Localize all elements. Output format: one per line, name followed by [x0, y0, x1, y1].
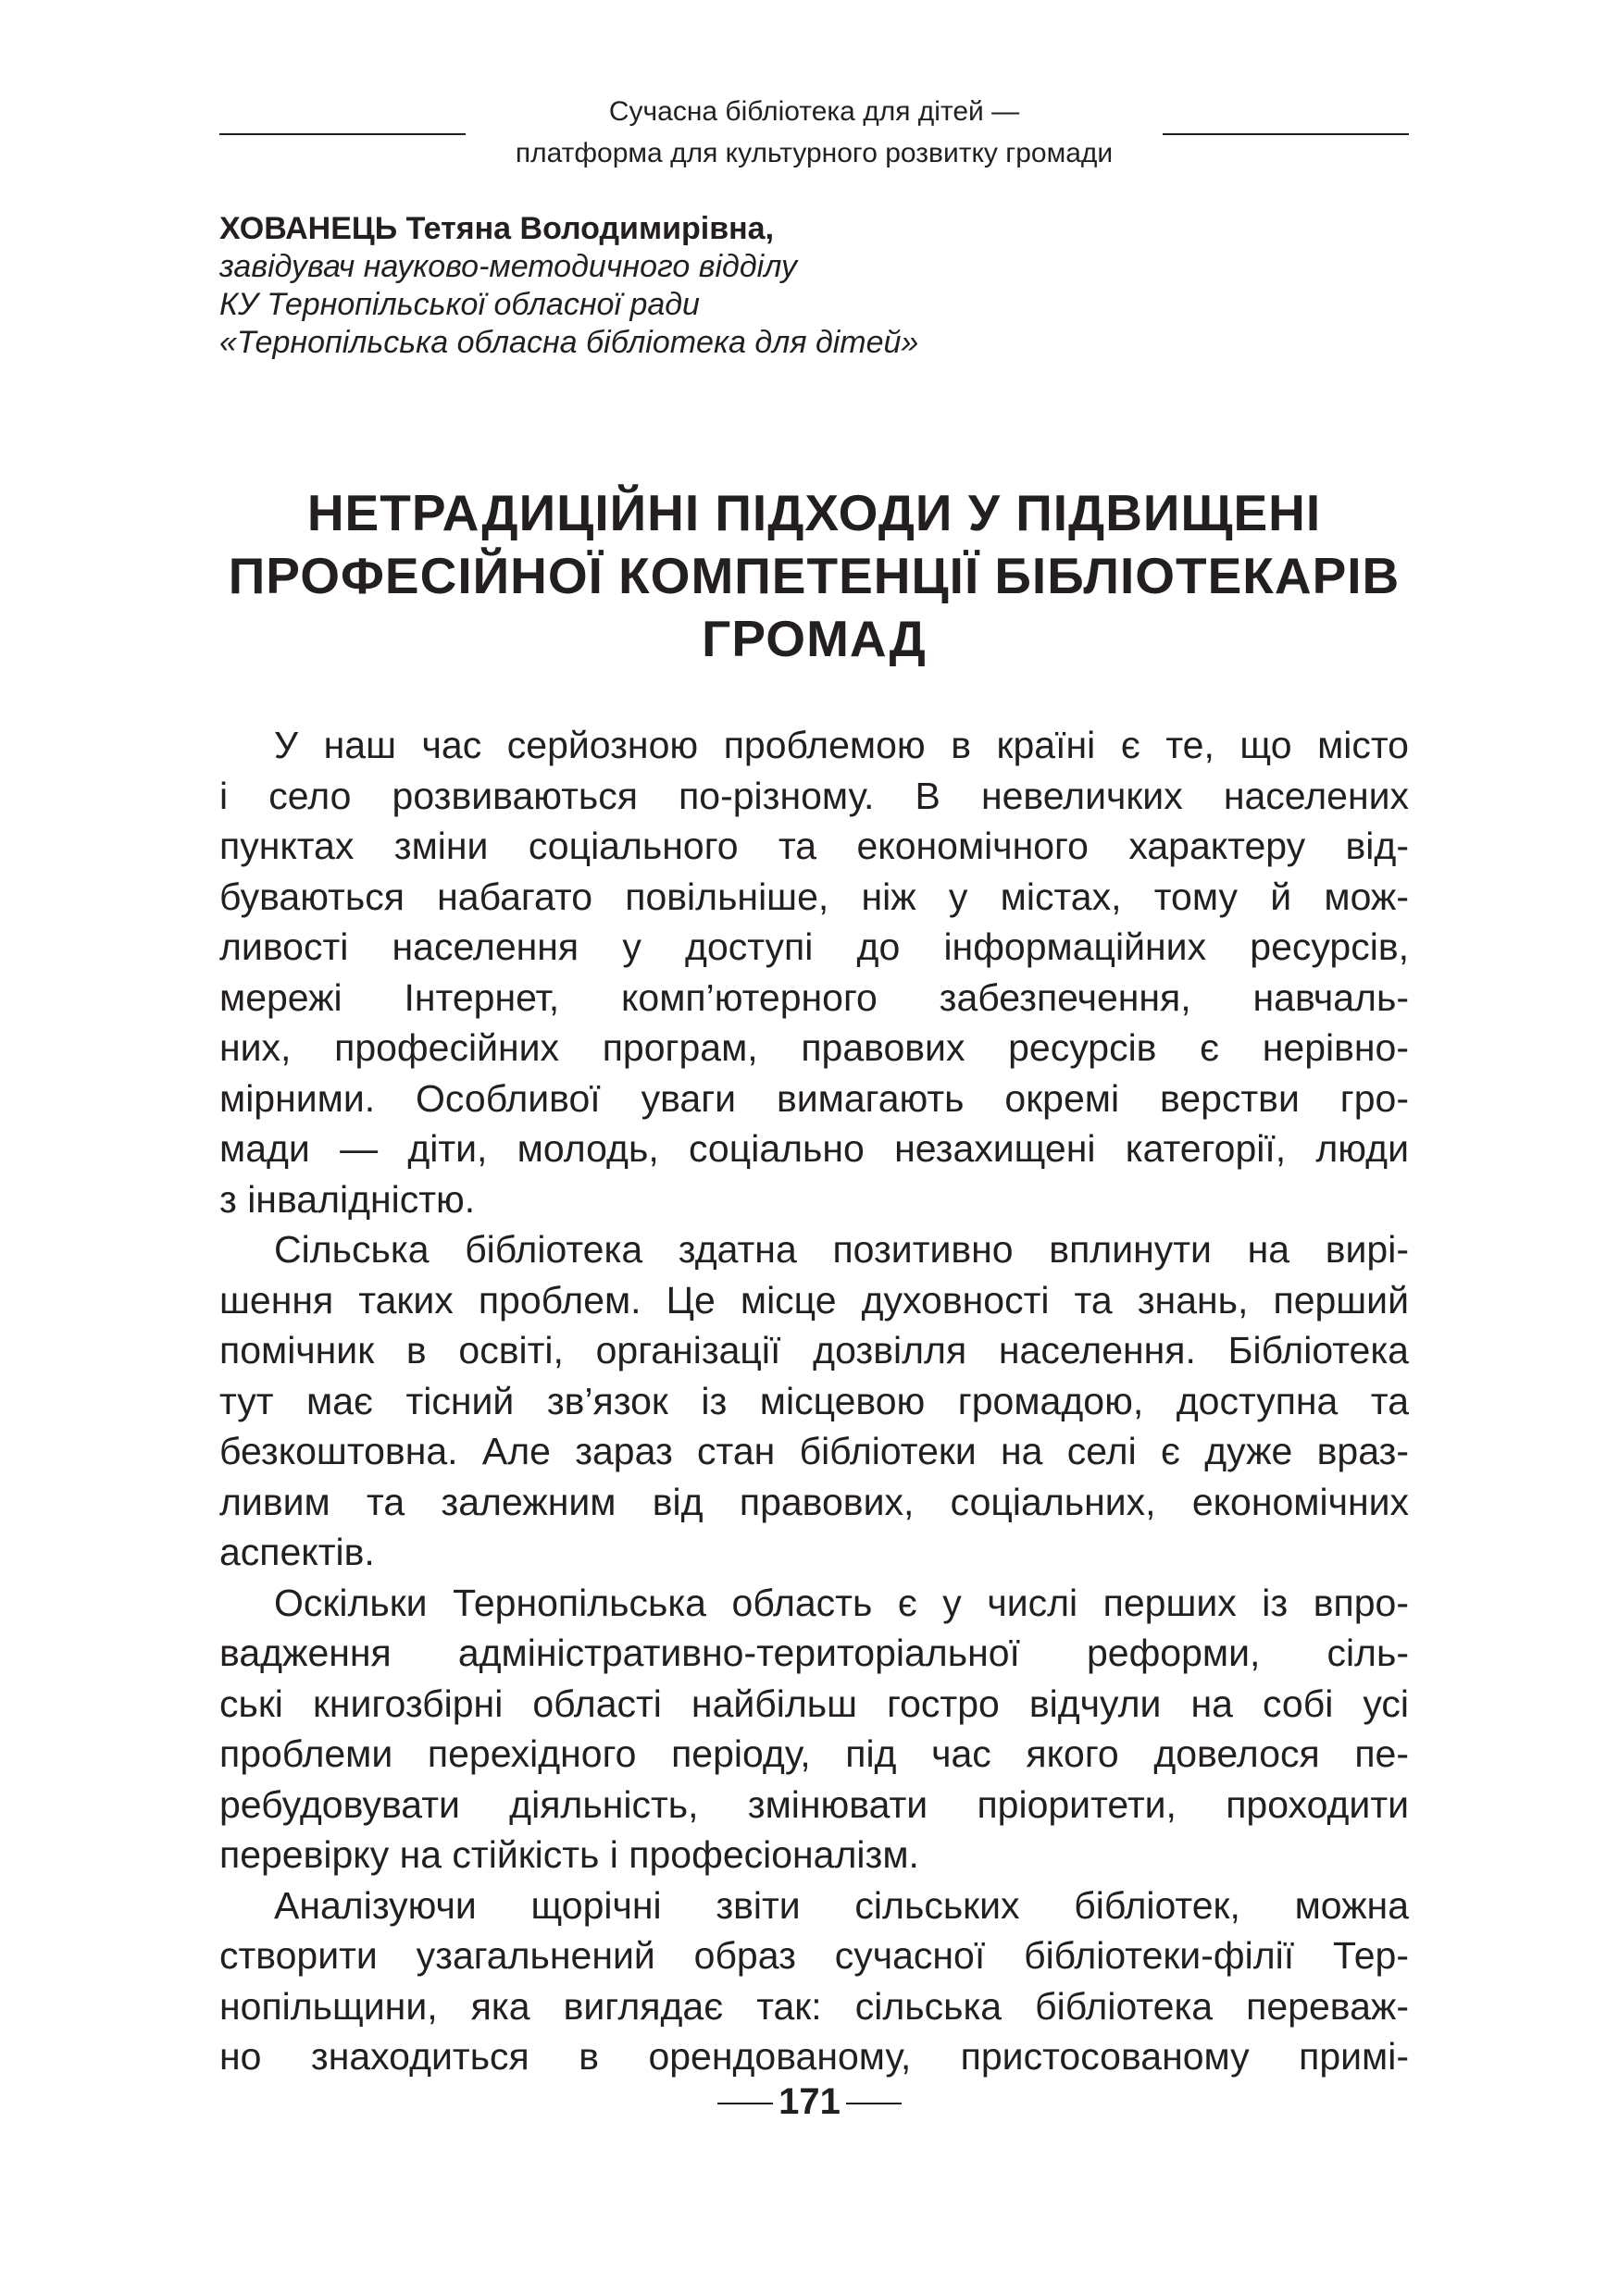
paragraph-line: ські книгозбірні області найбільш гостро відчули на собі усі	[219, 1682, 1409, 1725]
paragraph-line: ребудовувати діяльність, змінювати пріоритети, проходити	[219, 1782, 1409, 1826]
article-body	[219, 720, 1409, 2082]
author-block	[219, 210, 1409, 362]
page-number-dash-left	[717, 2103, 773, 2104]
page-number-value: 171	[778, 2081, 841, 2122]
paragraph-line: Сільська бібліотека здатна позитивно вплинути на вирі-	[274, 1228, 1409, 1271]
author-affiliation-line: КУ Тернопільської обласної ради	[219, 287, 700, 322]
paragraph-line: помічник в освіті, організації дозвілля населення. Бібліотека	[219, 1329, 1409, 1371]
author-name: ХОВАНЕЦЬ Тетяна Володимирівна,	[219, 211, 775, 246]
paragraph-line: тут має тісний зв’язок із місцевою громадою, доступна та	[219, 1379, 1409, 1422]
paragraph-line: мережі Інтернет, комп’ютерного забезпечення, навчаль-	[219, 975, 1409, 1019]
running-header	[219, 91, 1409, 174]
paragraph-line: з інвалідністю.	[219, 1177, 476, 1221]
paragraph-line: мірними. Особливої уваги вимагають окремі верстви гро-	[219, 1076, 1409, 1120]
author-affiliation-line: завідувач науково-методичного відділу	[219, 249, 797, 284]
running-header-text	[466, 91, 1163, 174]
paragraph-line: шення таких проблем. Це місце духовності та знань, перший	[219, 1278, 1409, 1322]
article-title	[219, 481, 1409, 670]
paragraph-line: У наш час серйозною проблемою в країні є те, що місто	[274, 724, 1409, 766]
article-title-line: НЕТРАДИЦІЙНІ ПІДХОДИ У ПІДВИЩЕНІ	[306, 484, 1322, 541]
paragraph-line: нопільщини, яка виглядає так: сільська бібліотека переваж-	[219, 1984, 1409, 2028]
paragraph-line: ливості населення у доступі до інформаційних ресурсів,	[219, 925, 1409, 968]
paragraph-line: пунктах зміни соціального та економічного характеру від-	[219, 825, 1409, 867]
paragraph-line: вадження адміністративно-територіальної реформи, сіль-	[219, 1632, 1409, 1674]
paragraph-line: но знаходиться в орендованому, пристосованому примі-	[219, 2035, 1409, 2078]
author-affiliation-line: «Тернопільська обласна бібліотека для дітей»	[219, 325, 919, 360]
paragraph-line: безкоштовна. Але зараз стан бібліотеки на селі є дуже враз-	[219, 1430, 1409, 1472]
paragraph-line: аспектів.	[219, 1531, 375, 1573]
paragraph-line: них, професійних програм, правових ресурсів є нерівно-	[219, 1026, 1409, 1069]
article-title-line: ПРОФЕСІЙНОЇ КОМПЕТЕНЦІЇ БІБЛІОТЕКАРІВ	[228, 547, 1401, 604]
page-number	[0, 2079, 1619, 2125]
paragraph-line: ливим та залежним від правових, соціальних, економічних	[219, 1480, 1409, 1523]
article-title-line: ГРОМАД	[702, 610, 927, 667]
paragraph-line: створити узагальнений образ сучасної бібліотеки-філії Тер-	[219, 1934, 1409, 1977]
header-rule-right	[1163, 133, 1409, 135]
page-number-dash-right	[846, 2103, 902, 2104]
paragraph-line: і село розвиваються по-різному. В невеличких населених	[219, 774, 1409, 817]
paragraph-line: мади — діти, молодь, соціально незахищені категорії, люди	[219, 1127, 1409, 1170]
paragraph-line: перевірку на стійкість і професіоналізм.	[219, 1833, 919, 1876]
paragraph-line: проблеми перехідного періоду, під час якого довелося пе-	[219, 1732, 1409, 1775]
running-header-line-1: Сучасна бібліотека для дітей —	[608, 96, 1020, 127]
paragraph-line: буваються набагато повільніше, ніж у містах, тому й мож-	[219, 875, 1409, 918]
running-header-line-2: платформа для культурного розвитку громади	[515, 138, 1114, 168]
header-rule-left	[219, 133, 466, 135]
paragraph-line: Оскільки Тернопільська область є у числі перших із впро-	[274, 1581, 1409, 1624]
paragraph-line: Аналізуючи щорічні звіти сільських бібліотек, можна	[274, 1883, 1409, 1927]
